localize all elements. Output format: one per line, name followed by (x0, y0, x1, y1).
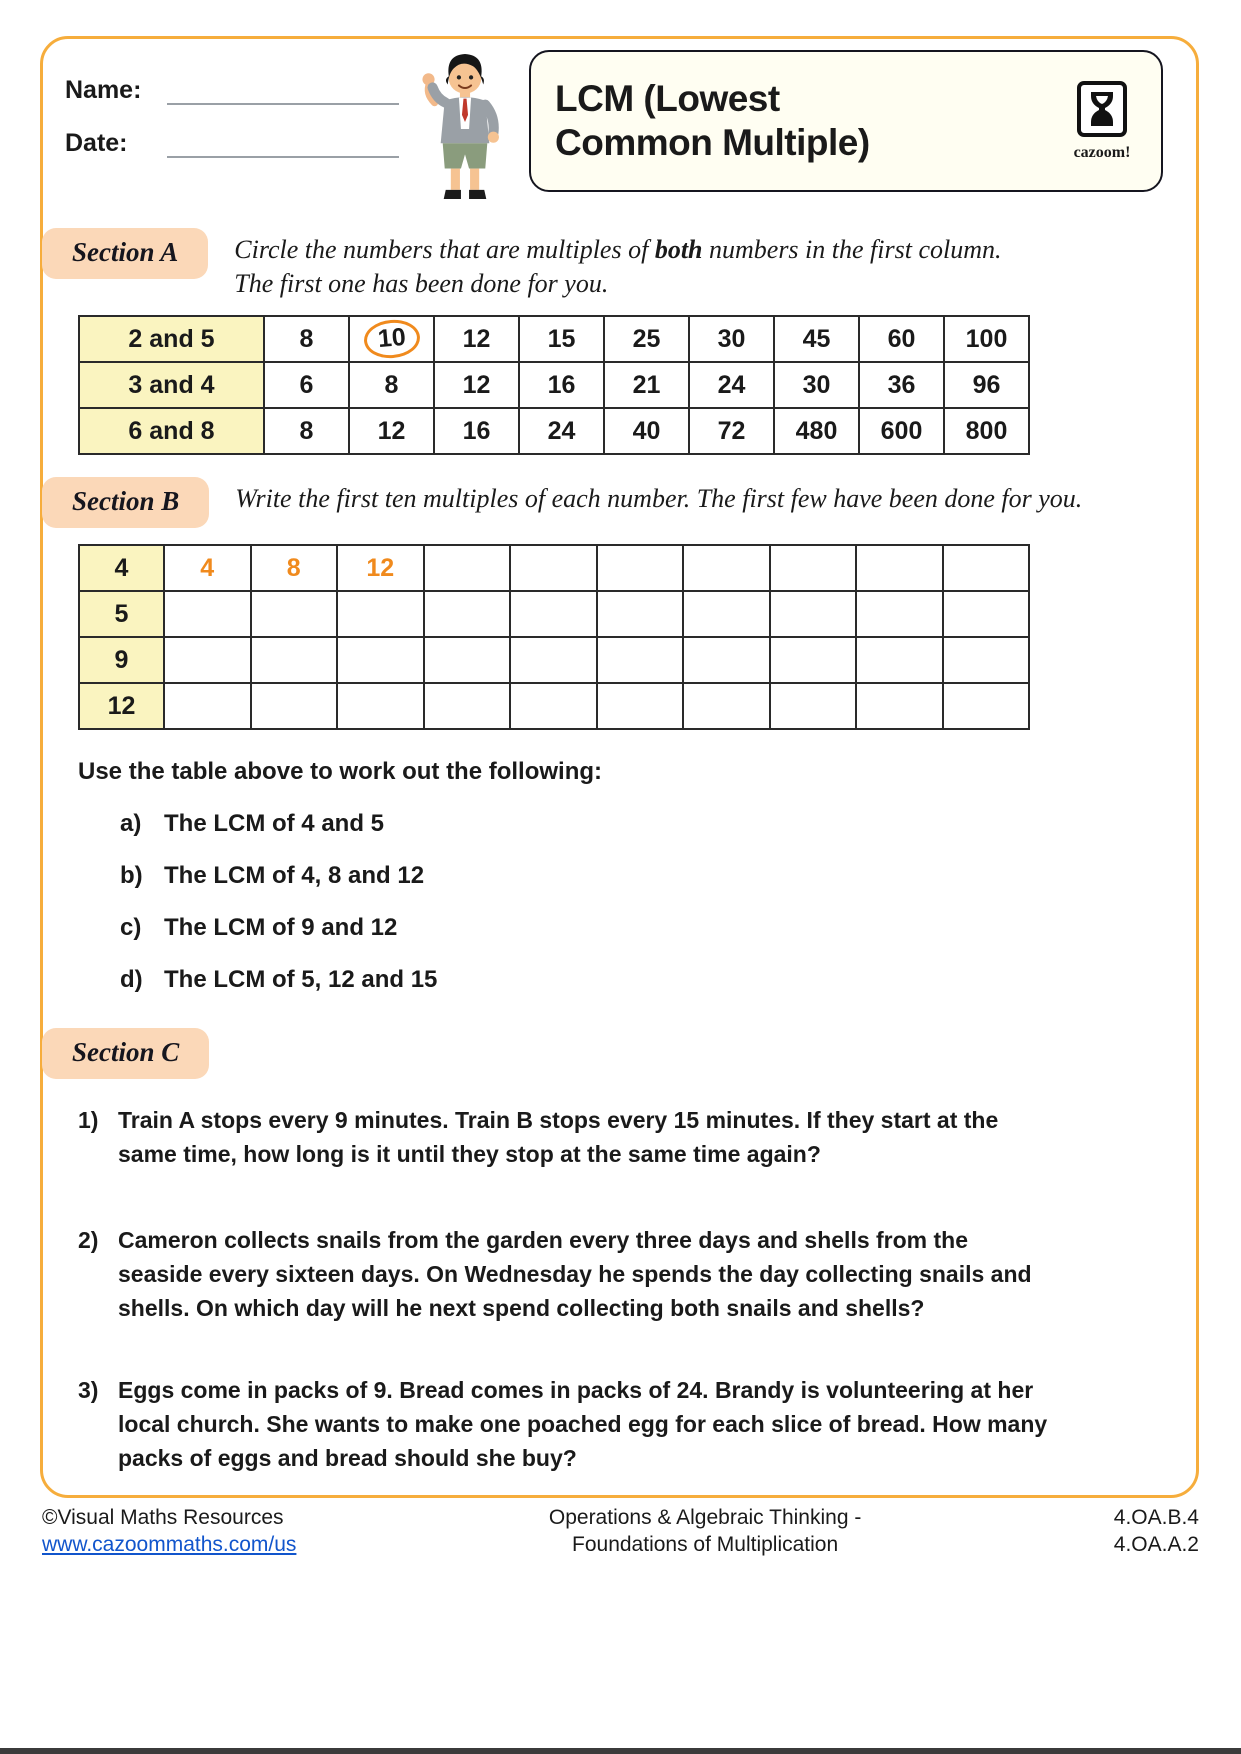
multiple-cell[interactable]: 36 (859, 362, 944, 408)
name-blank-line[interactable] (167, 77, 399, 105)
section-c-label: Section C (42, 1028, 209, 1079)
section-a-header (72, 228, 1163, 301)
multiple-cell[interactable]: 8 (264, 408, 349, 454)
base-number-cell: 12 (79, 683, 164, 729)
base-number-cell: 4 (79, 545, 164, 591)
question-letter: d) (120, 966, 143, 993)
section-b-header (72, 477, 1163, 528)
number-pair-cell: 6 and 8 (79, 408, 264, 454)
answer-cell[interactable] (597, 545, 684, 591)
word-problem-3 (78, 1373, 1163, 1475)
answer-cell[interactable] (424, 683, 511, 729)
standard-code-1: 4.OA.B.4 (1113, 1506, 1199, 1529)
name-date-block (65, 50, 413, 182)
multiple-cell[interactable]: 480 (774, 408, 859, 454)
date-label: Date: (65, 129, 128, 157)
multiple-cell[interactable]: 72 (689, 408, 774, 454)
standard-strand-line2: Foundations of Multiplication (572, 1533, 839, 1556)
answer-cell[interactable]: 4 (164, 545, 251, 591)
answer-cell[interactable] (597, 591, 684, 637)
circled-multiple: 10 (362, 318, 421, 361)
answer-cell[interactable] (943, 637, 1030, 683)
section-c-header (72, 1028, 1163, 1079)
multiple-cell[interactable]: 21 (604, 362, 689, 408)
page-bottom-edge (0, 1748, 1241, 1754)
worksheet-header (65, 50, 1163, 202)
lcm-question-b (120, 862, 1163, 890)
multiple-cell[interactable]: 800 (944, 408, 1029, 454)
answer-cell[interactable] (943, 591, 1030, 637)
answer-cell[interactable] (510, 637, 597, 683)
date-blank-line[interactable] (167, 130, 399, 158)
footer-left (42, 1504, 296, 1558)
section-b-table (78, 544, 1030, 730)
multiple-cell[interactable]: 600 (859, 408, 944, 454)
worksheet-title (555, 77, 870, 164)
answer-cell[interactable] (856, 683, 943, 729)
cazoom-logo-text: cazoom! (1073, 144, 1131, 161)
word-problem-2 (78, 1223, 1163, 1325)
footer-center (549, 1504, 861, 1558)
table-row (79, 637, 1029, 683)
multiple-cell[interactable]: 60 (859, 316, 944, 362)
page-footer (42, 1504, 1199, 1558)
multiple-cell[interactable]: 12 (434, 362, 519, 408)
section-b-instruction: Write the first ten multiples of each number. The first few have been done for you. (235, 484, 1083, 513)
answer-cell[interactable] (597, 637, 684, 683)
answer-cell[interactable] (510, 683, 597, 729)
standard-code-2: 4.OA.A.2 (1113, 1533, 1199, 1556)
multiple-cell[interactable]: 40 (604, 408, 689, 454)
base-number-cell: 9 (79, 637, 164, 683)
question-text: The LCM of 5, 12 and 15 (164, 966, 438, 993)
answer-cell[interactable] (251, 637, 338, 683)
worksheet-content (0, 50, 1241, 1475)
section-a-instruction (234, 228, 1001, 301)
number-pair-cell: 3 and 4 (79, 362, 264, 408)
answer-cell[interactable] (683, 545, 770, 591)
footer-right (1114, 1504, 1199, 1558)
table-row (79, 591, 1029, 637)
answer-cell[interactable] (683, 683, 770, 729)
question-number: 2) (78, 1227, 99, 1253)
question-text: Eggs come in packs of 9. Bread comes in packs of 24. Brandy is volunteering at her local church. She wants to make one poached egg for each slice of bread. How many packs of eggs and bread should she buy? (118, 1377, 1048, 1471)
answer-cell[interactable] (770, 683, 857, 729)
multiple-cell[interactable]: 6 (264, 362, 349, 408)
answer-cell[interactable] (424, 591, 511, 637)
multiple-cell[interactable]: 100 (944, 316, 1029, 362)
answer-cell[interactable]: 12 (337, 545, 424, 591)
date-row (65, 129, 413, 158)
multiple-cell[interactable]: 45 (774, 316, 859, 362)
boy-cartoon-svg (413, 50, 517, 202)
name-label: Name: (65, 76, 142, 104)
answer-cell[interactable] (770, 545, 857, 591)
question-text: The LCM of 4, 8 and 12 (164, 862, 425, 889)
answer-cell[interactable] (856, 545, 943, 591)
answer-cell[interactable] (164, 591, 251, 637)
use-table-instruction: Use the table above to work out the following: (78, 758, 603, 785)
question-text: Cameron collects snails from the garden every three days and shells from the seaside every sixteen days. On Wednesday he spends the day collecting snails and shells. On which day will he next spend collecting both snails and shells? (118, 1227, 1032, 1321)
question-text: Train A stops every 9 minutes. Train B stops every 15 minutes. If they start at the same time, how long is it until they stop at the same time again? (118, 1107, 999, 1167)
table-row (79, 408, 1029, 454)
question-text: The LCM of 9 and 12 (164, 914, 398, 941)
answer-cell[interactable] (856, 591, 943, 637)
table-row (79, 545, 1029, 591)
boy-cartoon-image (413, 50, 517, 202)
multiple-cell[interactable]: 8 (264, 316, 349, 362)
lcm-question-a (120, 810, 1163, 838)
table-row (79, 683, 1029, 729)
multiple-cell[interactable] (349, 316, 434, 362)
answer-cell[interactable]: 8 (251, 545, 338, 591)
copyright-text: ©Visual Maths Resources (42, 1506, 284, 1529)
answer-cell[interactable] (164, 637, 251, 683)
answer-cell[interactable] (424, 637, 511, 683)
multiple-cell[interactable]: 96 (944, 362, 1029, 408)
multiple-cell[interactable]: 16 (434, 408, 519, 454)
lcm-question-d (120, 966, 1163, 994)
word-problem-1 (78, 1103, 1163, 1171)
section-a-table (78, 315, 1030, 455)
multiple-cell[interactable]: 30 (689, 316, 774, 362)
section-a-instruction-line1: Circle the numbers that are multiples of both numbers in the first column. (234, 235, 1002, 264)
title-box (529, 50, 1163, 192)
question-number: 1) (78, 1107, 99, 1133)
question-letter: c) (120, 914, 142, 941)
answer-cell[interactable] (337, 683, 424, 729)
section-b-label: Section B (42, 477, 209, 528)
number-pair-cell: 2 and 5 (79, 316, 264, 362)
answer-cell[interactable] (164, 683, 251, 729)
answer-cell[interactable] (337, 637, 424, 683)
answer-cell[interactable] (943, 545, 1030, 591)
cazoom-logo (1067, 80, 1137, 162)
answer-cell[interactable] (337, 591, 424, 637)
question-letter: a) (120, 810, 142, 837)
section-a-label: Section A (42, 228, 208, 279)
answer-cell[interactable] (251, 683, 338, 729)
multiple-cell[interactable]: 8 (349, 362, 434, 408)
table-row (79, 362, 1029, 408)
base-number-cell: 5 (79, 591, 164, 637)
answer-cell[interactable] (510, 545, 597, 591)
multiple-cell[interactable]: 12 (349, 408, 434, 454)
multiple-cell[interactable]: 30 (774, 362, 859, 408)
answer-cell[interactable] (251, 591, 338, 637)
answer-cell[interactable] (770, 591, 857, 637)
name-row (65, 76, 413, 105)
answer-cell[interactable] (770, 637, 857, 683)
cazoom-logo-icon (1076, 80, 1128, 138)
multiple-cell[interactable]: 25 (604, 316, 689, 362)
multiple-cell[interactable]: 24 (519, 408, 604, 454)
multiple-cell[interactable]: 15 (519, 316, 604, 362)
answer-cell[interactable] (424, 545, 511, 591)
title-line-1: LCM (Lowest (555, 78, 780, 120)
answer-cell[interactable] (597, 683, 684, 729)
answer-cell[interactable] (683, 637, 770, 683)
table-row (79, 316, 1029, 362)
section-a-instruction-line2: The first one has been done for you. (234, 269, 609, 298)
multiple-cell[interactable]: 24 (689, 362, 774, 408)
answer-cell[interactable] (856, 637, 943, 683)
lcm-question-c (120, 914, 1163, 942)
website-link[interactable]: www.cazoommaths.com/us (42, 1533, 297, 1556)
title-line-2: Common Multiple) (555, 122, 870, 163)
question-letter: b) (120, 862, 143, 889)
multiple-cell[interactable]: 16 (519, 362, 604, 408)
question-number: 3) (78, 1377, 99, 1403)
multiple-cell[interactable]: 12 (434, 316, 519, 362)
question-text: The LCM of 4 and 5 (164, 810, 385, 837)
answer-cell[interactable] (683, 591, 770, 637)
answer-cell[interactable] (510, 591, 597, 637)
standard-strand-line1: Operations & Algebraic Thinking - (548, 1506, 862, 1529)
answer-cell[interactable] (943, 683, 1030, 729)
